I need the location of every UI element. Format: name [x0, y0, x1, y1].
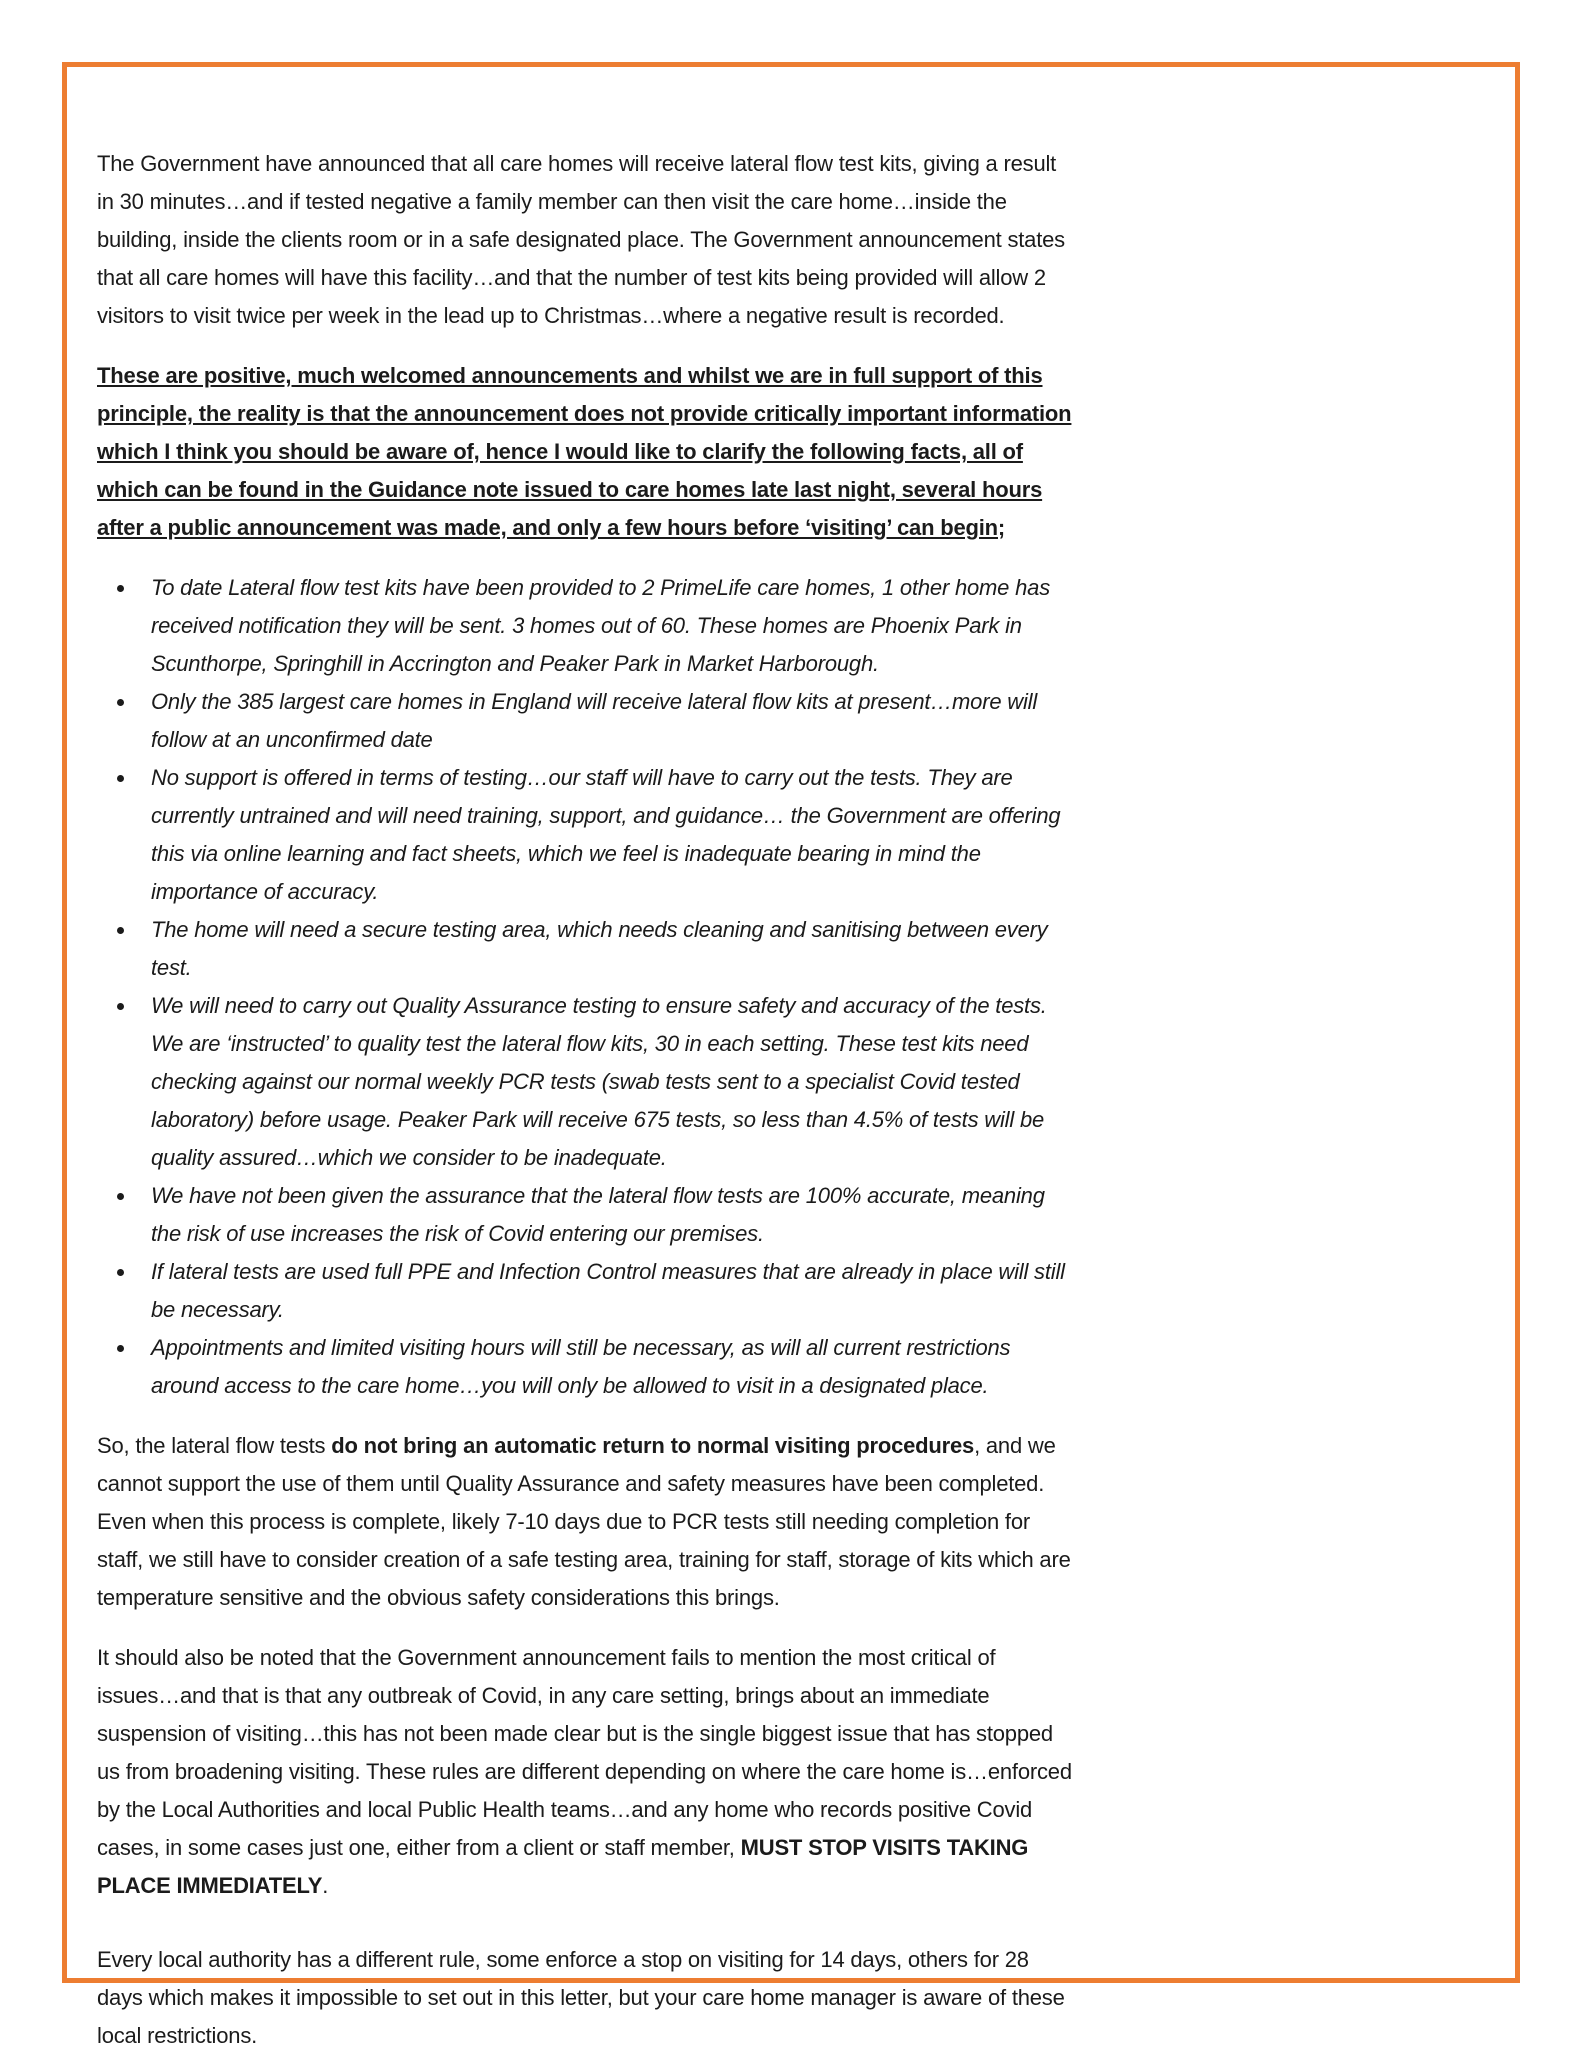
bold-warning-text: MUST STOP VISITS TAKING PLACE IMMEDIATELY: [97, 1835, 1029, 1898]
letter-body: [97, 145, 1077, 2055]
paragraph-text: .: [322, 1873, 329, 1898]
paragraph-text: , and we cannot support the use of them until Quality Assurance and safety measures have been completed. Even when this process is complete, likely 7-10 days due to PCR tests still needing completion for staff, we still have to consider creation of a safe testing area, training for staff, storage of kits which are temperature sensitive and the obvious safety considerations this brings.: [97, 1433, 1071, 1610]
paragraph-text: So, the lateral flow tests: [97, 1433, 332, 1458]
list-item: • We have not been given the assurance that the lateral flow tests are 100% accurate, meaning the risk of use increases the risk of Covid entering our premises.: [137, 1177, 1077, 1253]
list-item: • To date Lateral flow test kits have been provided to 2 PrimeLife care homes, 1 other home has received notification they will be sent. 3 homes out of 60. These homes are Phoenix Park in Scunthorpe, Springhill in Accrington and Peaker Park in Market Harborough.: [137, 569, 1077, 683]
paragraph-text: It should also be noted that the Government announcement fails to mention the most critical of issues…and that is that any outbreak of Covid, in any care setting, brings about an immediate suspension of visiting…this has not been made clear but is the single biggest issue that has stopped us from broadening visiting. These rules are different depending on where the care home is…enforced by the Local Authorities and local Public Health teams…and any home who records positive Covid cases, in some cases just one, either from a client or staff member,: [97, 1645, 1072, 1860]
list-item: • No support is offered in terms of testing…our staff will have to carry out the tests. They are currently untrained and will need training, support, and guidance… the Government are offering this via online learning and fact sheets, which we feel is inadequate bearing in mind the importance of accuracy.: [137, 759, 1077, 911]
list-item: • If lateral tests are used full PPE and Infection Control measures that are already in place will still be necessary.: [137, 1253, 1077, 1329]
lateral-flow-conclusion-paragraph: [97, 1427, 1077, 1617]
list-item: • Appointments and limited visiting hours will still be necessary, as will all current restrictions around access to the care home…you will only be allowed to visit in a designated place.: [137, 1329, 1077, 1405]
outbreak-warning-paragraph: [97, 1639, 1077, 1905]
list-item: • The home will need a secure testing area, which needs cleaning and sanitising between every test.: [137, 911, 1077, 987]
list-item: • We will need to carry out Quality Assurance testing to ensure safety and accuracy of the tests. We are ‘instructed’ to quality test the lateral flow kits, 30 in each setting. These test kits need checking against our normal weekly PCR tests (swab tests sent to a specialist Covid tested laboratory) before usage. Peaker Park will receive 675 tests, so less than 4.5% of tests will be quality assured…which we consider to be inadequate.: [137, 987, 1077, 1177]
key-facts-list: [97, 569, 1077, 1405]
intro-paragraph: The Government have announced that all care homes will receive lateral flow test kits, giving a result in 30 minutes…and if tested negative a family member can then visit the care home…inside the building, inside the clients room or in a safe designated place. The Government announcement states that all care homes will have this facility…and that the number of test kits being provided will allow 2 visitors to visit twice per week in the lead up to Christmas…where a negative result is recorded.: [97, 151, 1065, 328]
bold-emphasis-text: do not bring an automatic return to normal visiting procedures: [331, 1433, 975, 1458]
local-authority-paragraph: Every local authority has a different rule, some enforce a stop on visiting for 14 days, others for 28 days which makes it impossible to set out in this letter, but your care home manager is aware of these local restrictions.: [97, 1947, 1065, 2048]
list-item: • Only the 385 largest care homes in England will receive lateral flow kits at present…more will follow at an unconfirmed date: [137, 683, 1077, 759]
emphasis-paragraph: These are positive, much welcomed announcements and whilst we are in full support of this principle, the reality is that the announcement does not provide critically important information which I think you should be aware of, hence I would like to clarify the following facts, all of which can be found in the Guidance note issued to care homes late last night, several hours after a public announcement was made, and only a few hours before ‘visiting’ can begin;: [97, 363, 1072, 540]
